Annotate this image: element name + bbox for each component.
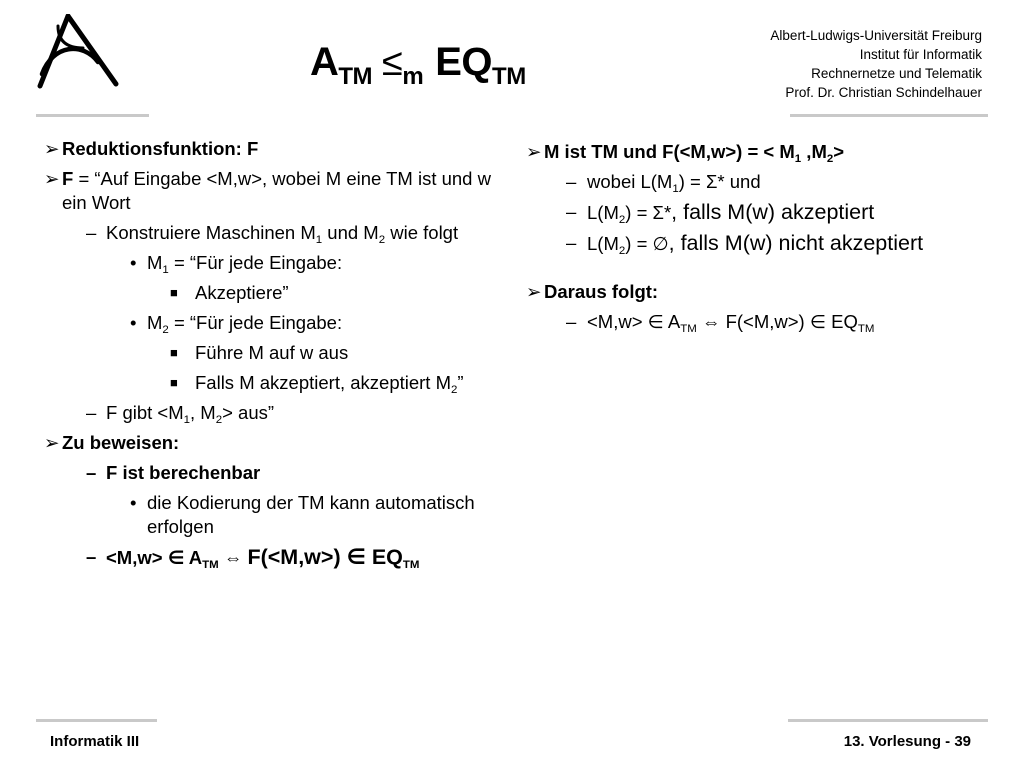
- sub-l-m2-empty: – $L(M_2)$ = ∅, falls M(w) nicht akzeptiert: [566, 231, 924, 257]
- footer-slide-number: 13. Vorlesung - 39: [843, 733, 971, 750]
- arrow-bullet-icon: ➢: [44, 432, 60, 453]
- divider-top-right: [790, 114, 988, 117]
- sub-conclusion: – <M,w> ∈ $A_{TM}$ ⇔ F(<M,w>) ∈ $EQ_{TM}$: [566, 311, 875, 335]
- dash-bullet-icon: –: [86, 546, 97, 567]
- sub-berechenbar: – F ist berechenbar: [86, 462, 261, 483]
- bullet-f-definition: ➢ F = “Auf Eingabe <M,w>, wobei M eine TM ist und w ein Wort: [44, 168, 491, 213]
- dash-bullet-icon: –: [566, 201, 577, 222]
- sub-f-gibt: – F gibt $<M_1$, $M_2>$ aus”: [86, 402, 275, 426]
- square-bullet-icon: ■: [170, 375, 178, 390]
- arrow-bullet-icon: ➢: [44, 138, 60, 159]
- divider-top-left: [36, 114, 149, 117]
- divider-bottom-left: [36, 719, 157, 722]
- bullet-zu-beweisen: ➢ Zu beweisen:: [44, 432, 180, 453]
- sub-wobei: – wobei $L(M_1) = \Sigma*$ und: [566, 171, 761, 195]
- sub-m2: • $M_2$ = “Für jede Eingabe:: [130, 312, 343, 336]
- slide-title: $A_{TM} \le_m$ $EQ_{TM}$: [310, 40, 526, 90]
- footer-course: Informatik III: [50, 733, 140, 750]
- dot-bullet-icon: •: [130, 492, 137, 513]
- left-column: [44, 137, 504, 576]
- dot-bullet-icon: •: [130, 252, 137, 273]
- sub-konstruiere: – Konstruiere Maschinen $M_1$ und $M_2$ wie folgt: [86, 222, 459, 246]
- institution-line: Prof. Dr. Christian Schindelhauer: [785, 85, 982, 100]
- square-bullet-icon: ■: [170, 345, 178, 360]
- sub-l-m2-sigma: – $L(M_2) = \Sigma*$, falls M(w) akzeptiert: [566, 200, 875, 226]
- institution-line: Institut für Informatik: [859, 47, 982, 62]
- institution-block: [770, 26, 982, 102]
- dash-bullet-icon: –: [566, 171, 577, 192]
- arrow-bullet-icon: ➢: [526, 141, 542, 162]
- sub-m1: • $M_1$ = “Für jede Eingabe:: [130, 252, 343, 276]
- sub-m1-akzeptiere: ■ Akzeptiere”: [170, 282, 289, 303]
- sub-equivalence: – <M,w> ∈ $A_{TM}$ ⇔ F(<M,w>) ∈ $EQ_{TM}$: [86, 545, 420, 571]
- right-column: [526, 140, 996, 340]
- bullet-reduktionsfunktion: ➢ Reduktionsfunktion: F: [44, 138, 259, 159]
- dash-bullet-icon: –: [86, 402, 97, 423]
- institution-line: Rechnernetze und Telematik: [811, 66, 982, 81]
- sub-m2-fuehre: ■ Führe M auf w aus: [170, 342, 349, 363]
- university-logo: [28, 14, 128, 94]
- bullet-m-ist-tm: ➢ M ist TM und F(<M,w>) = < $M_1$ $,M_2>$: [526, 141, 845, 165]
- arrow-bullet-icon: ➢: [526, 281, 542, 302]
- institution-line: Albert-Ludwigs-Universität Freiburg: [770, 28, 982, 43]
- arrow-bullet-icon: ➢: [44, 168, 60, 189]
- dash-bullet-icon: –: [86, 222, 97, 243]
- square-bullet-icon: ■: [170, 285, 178, 300]
- sub-kodierung: • die Kodierung der TM kann automatisch erfolgen: [130, 492, 475, 537]
- dash-bullet-icon: –: [86, 462, 97, 483]
- dash-bullet-icon: –: [566, 311, 577, 332]
- dash-bullet-icon: –: [566, 232, 577, 253]
- dot-bullet-icon: •: [130, 312, 137, 333]
- bullet-daraus-folgt: ➢ Daraus folgt:: [526, 281, 659, 302]
- sub-m2-falls: ■ Falls M akzeptiert, akzeptiert $M_2$”: [170, 372, 464, 396]
- divider-bottom-right: [788, 719, 988, 722]
